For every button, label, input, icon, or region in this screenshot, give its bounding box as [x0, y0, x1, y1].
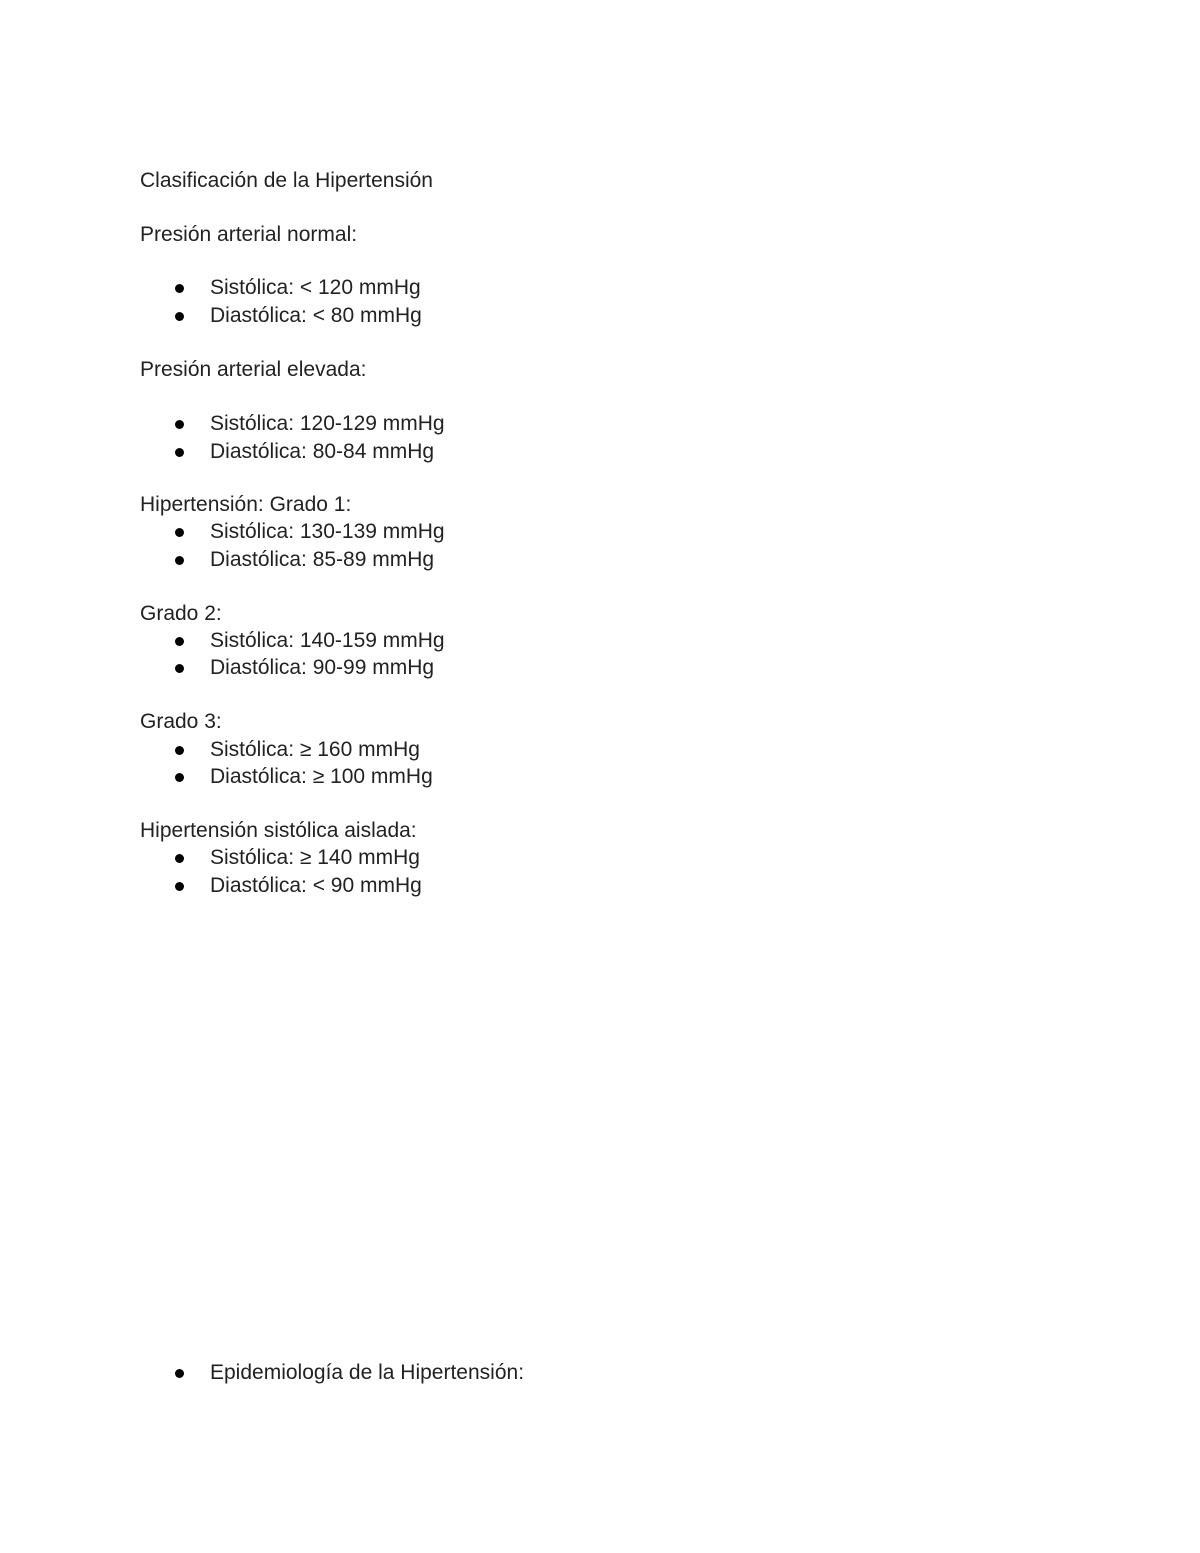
list-item-text: Sistólica: ≥ 140 mmHg — [210, 846, 420, 869]
list-item — [175, 764, 433, 790]
list-item-text: Diastólica: 85-89 mmHg — [210, 548, 435, 571]
section-heading: Presión arterial normal: — [140, 223, 358, 246]
bullet-icon — [175, 448, 184, 457]
bullet-icon — [175, 556, 184, 565]
list-item — [175, 655, 434, 681]
section-heading: Grado 3: — [140, 710, 222, 733]
list-item-text: Diastólica: ≥ 100 mmHg — [210, 765, 433, 788]
list-item — [175, 411, 445, 437]
list-item — [175, 1360, 524, 1386]
bullet-icon — [175, 854, 184, 863]
bullet-icon — [175, 528, 184, 537]
document-title: Clasificación de la Hipertensión — [140, 169, 433, 192]
list-item-text: Sistólica: < 120 mmHg — [210, 276, 421, 299]
list-item-text: Diastólica: < 90 mmHg — [210, 874, 422, 897]
list-item — [175, 439, 434, 465]
bullet-icon — [175, 882, 184, 891]
section-heading: Hipertensión: Grado 1: — [140, 493, 352, 516]
list-item — [175, 519, 445, 545]
bullet-icon — [175, 420, 184, 429]
bullet-icon — [175, 312, 184, 321]
list-item — [175, 845, 420, 871]
bullet-icon — [175, 773, 184, 782]
bullet-icon — [175, 664, 184, 673]
bullet-icon — [175, 637, 184, 646]
list-item-text: Diastólica: < 80 mmHg — [210, 304, 422, 327]
list-item — [175, 873, 422, 899]
bullet-icon — [175, 1369, 184, 1378]
list-item-text: Epidemiología de la Hipertensión: — [210, 1361, 525, 1384]
list-item — [175, 275, 421, 301]
section-heading: Hipertensión sistólica aislada: — [140, 819, 417, 842]
section-heading: Presión arterial elevada: — [140, 358, 367, 381]
list-item-text: Sistólica: 140-159 mmHg — [210, 629, 445, 652]
section-heading: Grado 2: — [140, 602, 222, 625]
list-item-text: Diastólica: 90-99 mmHg — [210, 656, 435, 679]
list-item — [175, 303, 422, 329]
list-item — [175, 547, 434, 573]
bullet-icon — [175, 284, 184, 293]
list-item-text: Diastólica: 80-84 mmHg — [210, 440, 435, 463]
list-item — [175, 628, 445, 654]
bullet-icon — [175, 746, 184, 755]
list-item-text: Sistólica: 120-129 mmHg — [210, 412, 445, 435]
list-item-text: Sistólica: ≥ 160 mmHg — [210, 738, 420, 761]
list-item — [175, 737, 420, 763]
list-item-text: Sistólica: 130-139 mmHg — [210, 520, 445, 543]
